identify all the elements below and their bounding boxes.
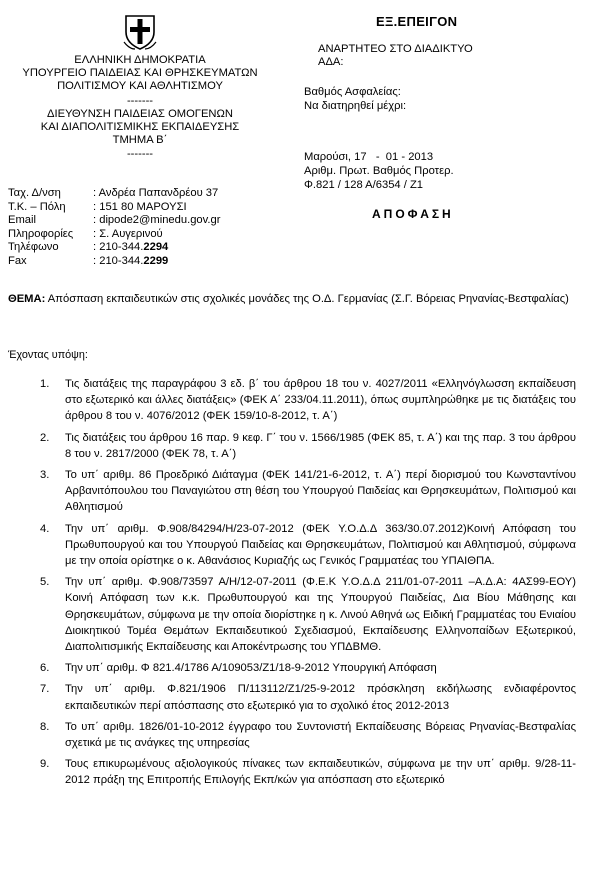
list-item-number: 7. bbox=[40, 683, 50, 696]
greek-coat-of-arms-icon bbox=[123, 12, 157, 50]
urgent-label: ΕΞ.ΕΠΕΙΓΟΝ bbox=[376, 14, 458, 29]
list-item-number: 3. bbox=[40, 469, 50, 482]
list-item-number: 5. bbox=[40, 576, 50, 589]
ada-label: ΑΔΑ: bbox=[318, 56, 344, 68]
subject-label: ΘΕΜΑ: bbox=[8, 293, 46, 305]
contact-label: Πληροφορίες bbox=[8, 227, 74, 240]
list-item-number: 9. bbox=[40, 758, 50, 771]
contact-row-address bbox=[8, 187, 220, 201]
document-date: Μαρούσι, 17 - 01 - 2013 bbox=[304, 151, 434, 163]
list-item-number: 4. bbox=[40, 522, 50, 535]
list-item-text: Το υπ΄ αριθμ. 86 Προεδρικό Διάταγμα (ΦΕΚ 141/21-6-2012, τ. Α΄) περί διορισμού του Κωνσταντίνου Αρβανιτόπουλου του Παναγιώτου στη θέση του Υπουργού Παιδείας και Θρησκευμάτων, Πολιτισμού και Αθλητισμού bbox=[65, 469, 576, 514]
letterhead-line-directorate-cont: ΚΑΙ ΔΙΑΠΟΛΙΤΙΣΜΙΚΗΣ ΕΚΠΑΙΔΕΥΣΗΣ bbox=[40, 121, 240, 133]
contact-value: : 210-344.2294 bbox=[93, 241, 169, 254]
contact-row-postcode bbox=[8, 201, 220, 215]
list-item bbox=[40, 467, 576, 516]
letterhead-line-republic: ΕΛΛΗΝΙΚΗ ΔΗΜΟΚΡΑΤΙΑ bbox=[74, 54, 206, 66]
contact-value: : dipode2@minedu.gov.gr bbox=[93, 214, 221, 227]
contact-label: Fax bbox=[8, 254, 27, 267]
contact-label: Email bbox=[8, 214, 36, 227]
list-item bbox=[40, 430, 576, 462]
letterhead-line-ministry: ΥΠΟΥΡΓΕΙΟ ΠΑΙΔΕΙΑΣ ΚΑΙ ΘΡΗΣΚΕΥΜΑΤΩΝ bbox=[22, 67, 258, 79]
list-item bbox=[40, 376, 576, 425]
list-item-number: 1. bbox=[40, 378, 50, 390]
list-item bbox=[40, 681, 576, 713]
list-item-text: Τις διατάξεις της παραγράφου 3 εδ. β΄ του άρθρου 18 του ν. 4027/2011 «Ελληνόγλωσση εκπαίδευση στο εξωτερικό και άλλες διατάξεις» (ΦΕΚ Α΄ 233/04.11.2011), όπως συμπληρώθηκε με τις διατάξεις του άρθρου 8 του ν. 4076/2012 (ΦΕΚ 159/10-8-2012, τ. Α΄) bbox=[65, 378, 576, 423]
contact-value: : 151 80 ΜΑΡΟΥΣΙ bbox=[93, 200, 187, 213]
contact-value: : Ανδρέα Παπανδρέου 37 bbox=[93, 187, 219, 199]
protocol-number: Φ.821 / 128 Α/6354 / Ζ1 bbox=[304, 179, 424, 191]
contact-label: Τηλέφωνο bbox=[8, 241, 59, 254]
keep-until-label: Να διατηρηθεί μέχρι: bbox=[304, 100, 407, 112]
list-item bbox=[40, 660, 576, 676]
contact-label: Ταχ. Δ/νση bbox=[8, 187, 61, 199]
subject-text: Απόσπαση εκπαιδευτικών στις σχολικές μονάδες της Ο.Δ. Γερμανίας (Σ.Γ. Βόρειας Ρηνανίας-Βεστφαλίας) bbox=[45, 293, 569, 305]
list-item bbox=[40, 521, 576, 570]
list-item-text: Την υπ΄ αριθμ. Φ.908/84294/Η/23-07-2012 (ΦΕΚ Υ.Ο.Δ.Δ 363/30.07.2012)Κοινή Απόφαση του Πρωθυπουργού και του Υπουργού Παιδείας και Θρησκευμάτων, Πολιτισμού και Αθλητισμού, σύμφωνα με την οποία ορίστηκε ο κ. Αθανάσιος Κυριαζής ως Γενικός Γραμματέας του ΥΠΑΙΘΠΑ. bbox=[65, 522, 576, 568]
list-item bbox=[40, 719, 576, 751]
contact-row-info bbox=[8, 228, 220, 242]
list-item bbox=[40, 756, 576, 788]
decision-title: ΑΠΟΦΑΣΗ bbox=[372, 207, 454, 221]
list-item-number: 8. bbox=[40, 720, 50, 733]
post-online-label: ΑΝΑΡΤΗΤΕΟ ΣΤΟ ΔΙΑΔΙΚΤΥΟ bbox=[318, 43, 473, 55]
list-item bbox=[40, 574, 576, 655]
list-item-text: Το υπ΄ αριθμ. 1826/01-10-2012 έγγραφο του Συντονιστή Εκπαίδευσης Βόρειας Ρηνανίας-Βεστφαλίας σχετικά με τις ανάγκες της υπηρεσίας bbox=[65, 720, 576, 750]
subject bbox=[8, 292, 592, 306]
list-item-text: Την υπ΄ αριθμ. Φ 821.4/1786 Α/109053/Ζ1/18-9-2012 Υπουργική Απόφαση bbox=[65, 662, 437, 675]
list-item-text: Την υπ΄ αριθμ. Φ.908/73597 Α/Η/12-07-2011 (Φ.Ε.Κ Υ.Ο.Δ.Δ 211/01-07-2011 –Α.Δ.Α: 4ΑΣ99-ΕΟΥ) Κοινή Απόφαση των κ.κ. Πρωθυπουργού και της Υπουργού Παιδείας, Δια Βίου Μάθησης και Θρησκευμάτων, σύμφωνα με την οποία διορίστηκε η κ. Λινού Αθηνά ως Ειδική Γραμματέας του Ενιαίου Διοικητικού Τομέα Θεμάτων Εκπαιδευτικού Σχεδιασμού, Εκπαίδευσης Ελληνοπαίδων Εξωτερικού, Διαπολιτισμικής Εκπαίδευσης και Αποκέντρωσης του ΥΠΔΒΜΘ. bbox=[65, 576, 576, 654]
contact-row-phone bbox=[8, 241, 220, 255]
considerations-list bbox=[40, 376, 576, 794]
contact-value: : Σ. Αυγερινού bbox=[93, 227, 163, 240]
protocol-label: Αριθμ. Πρωτ. Βαθμός Προτερ. bbox=[304, 165, 454, 177]
contact-value: : 210-344.2299 bbox=[93, 254, 169, 267]
list-item-text: Την υπ΄ αριθμ. Φ.821/1906 Π/113112/Ζ1/25-9-2012 πρόσκληση εκδήλωσης ενδιαφέροντος εκπαιδευτικών περί απόσπασης στο εξωτερικό για το σχολικό έτος 2012-2013 bbox=[65, 683, 576, 712]
contact-row-fax bbox=[8, 255, 220, 269]
contact-row-email bbox=[8, 214, 220, 228]
list-item-number: 2. bbox=[40, 431, 50, 444]
having-regard-heading: Έχοντας υπόψη: bbox=[8, 349, 88, 361]
letterhead-separator-2: ------- bbox=[126, 148, 154, 160]
list-item-number: 6. bbox=[40, 662, 50, 675]
list-item-text: Τους επικυρωμένους αξιολογικούς πίνακες των εκπαιδευτικών, σύμφωνα με την υπ΄ αριθμ. 9/28-11-2012 πράξη της Επιτροπής Επιλογής Εκπ/κών για απόσπαση στο εξωτερικό bbox=[65, 758, 576, 787]
letterhead-line-department: ΤΜΗΜΑ Β΄ bbox=[112, 134, 168, 146]
letterhead-line-directorate: ΔΙΕΥΘΥΝΣΗ ΠΑΙΔΕΙΑΣ ΟΜΟΓΕΝΩΝ bbox=[47, 108, 233, 120]
security-level-label: Βαθμός Ασφαλείας: bbox=[304, 86, 401, 98]
letterhead-line-ministry-cont: ΠΟΛΙΤΙΣΜΟΥ ΚΑΙ ΑΘΛΗΤΙΣΜΟΥ bbox=[57, 80, 223, 92]
contact-details bbox=[8, 187, 220, 269]
contact-label: Τ.Κ. – Πόλη bbox=[8, 200, 66, 213]
letterhead-separator: ------- bbox=[126, 95, 154, 107]
list-item-text: Τις διατάξεις του άρθρου 16 παρ. 9 κεφ. Γ΄ του ν. 1566/1985 (ΦΕΚ 85, τ. Α΄) και της παρ. 3 του άρθρου 8 του ν. 2817/2000 (ΦΕΚ 78, τ. Α΄) bbox=[65, 431, 576, 460]
